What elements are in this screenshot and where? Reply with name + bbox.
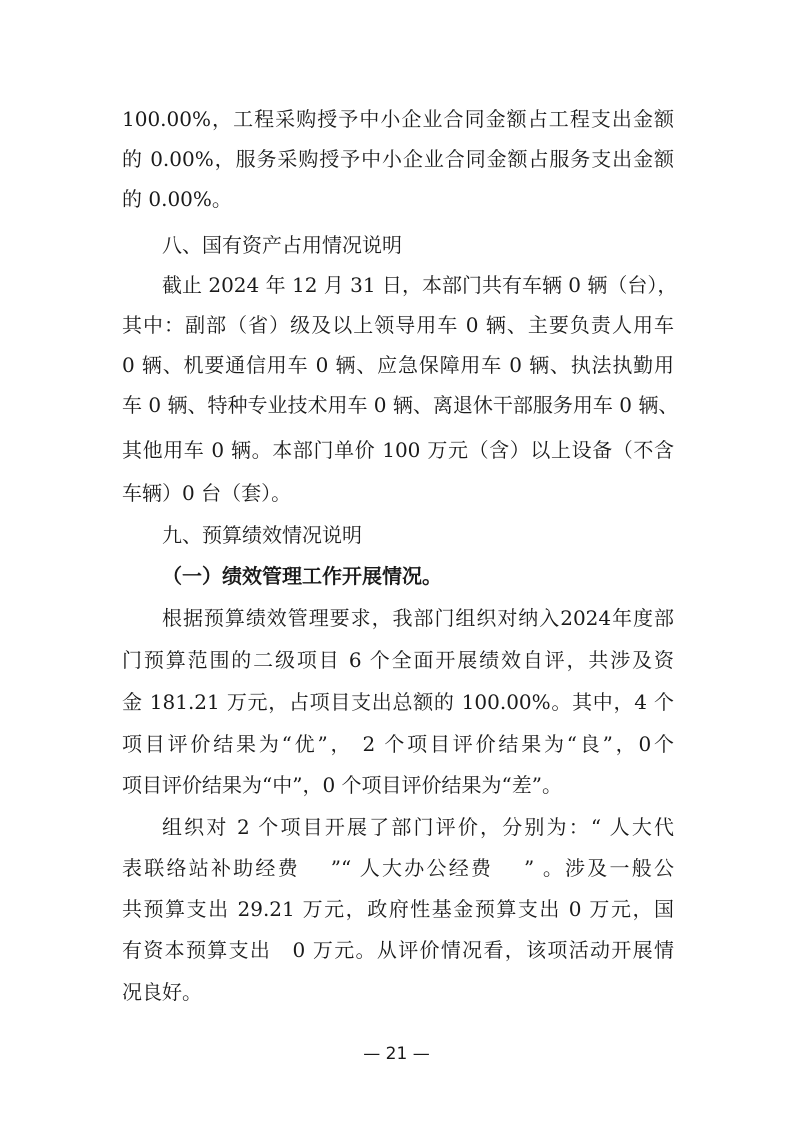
text-line: 车 0 辆、特种专业技术用车 0 辆、离退休干部服务用车 0 辆、 xyxy=(122,393,679,417)
text-line: 项目评价结果为“中”，0 个项目评价结果为“差”。 xyxy=(122,773,562,797)
text-line: 的 0.00%。 xyxy=(122,187,232,211)
text-line: 项目评价结果为“优”， 2 个项目评价结果为“良”，0个 xyxy=(122,732,674,756)
section-heading: 九、预算绩效情况说明 xyxy=(162,523,362,547)
text-line: 车辆）0 台（套）。 xyxy=(122,481,292,505)
text-line: 的 0.00%，服务采购授予中小企业合同金额占服务支出金额 xyxy=(122,147,674,171)
section-heading: 八、国有资产占用情况说明 xyxy=(162,233,402,257)
text-line: 其他用车 0 辆。本部门单价 100 万元（含）以上设备（不含 xyxy=(122,438,674,462)
text-line: 况良好。 xyxy=(122,980,202,1004)
text-line: 共预算支出 29.21 万元，政府性基金预算支出 0 万元，国 xyxy=(122,897,674,921)
sub-heading: （一）绩效管理工作开展情况。 xyxy=(162,564,442,588)
page-number: — 21 — xyxy=(363,1044,430,1064)
text-line: 组织对 2 个项目开展了部门评价，分别为：“ 人大代 xyxy=(162,815,674,839)
text-line: 根据预算绩效管理要求，我部门组织对纳入2024年度部 xyxy=(162,606,674,630)
text-line: 金 181.21 万元，占项目支出总额的 100.00%。其中，4 个 xyxy=(122,690,674,714)
text-line: 其中：副部（省）级及以上领导用车 0 辆、主要负责人用车 xyxy=(122,313,674,337)
text-line: 截止 2024 年 12 月 31 日，本部门共有车辆 0 辆（台）， xyxy=(162,273,678,297)
text-line: 0 辆、机要通信用车 0 辆、应急保障用车 0 辆、执法执勤用 xyxy=(122,353,674,377)
text-line: 有资本预算支出 0 万元。从评价情况看，该项活动开展情 xyxy=(122,938,674,962)
text-line: 100.00%，工程采购授予中小企业合同金额占工程支出金额 xyxy=(122,107,674,131)
text-line: 表联络站补助经费 ”“ 人大办公经费 ” 。涉及一般公 xyxy=(122,856,674,880)
text-line: 门预算范围的二级项目 6 个全面开展绩效自评，共涉及资 xyxy=(122,648,674,672)
